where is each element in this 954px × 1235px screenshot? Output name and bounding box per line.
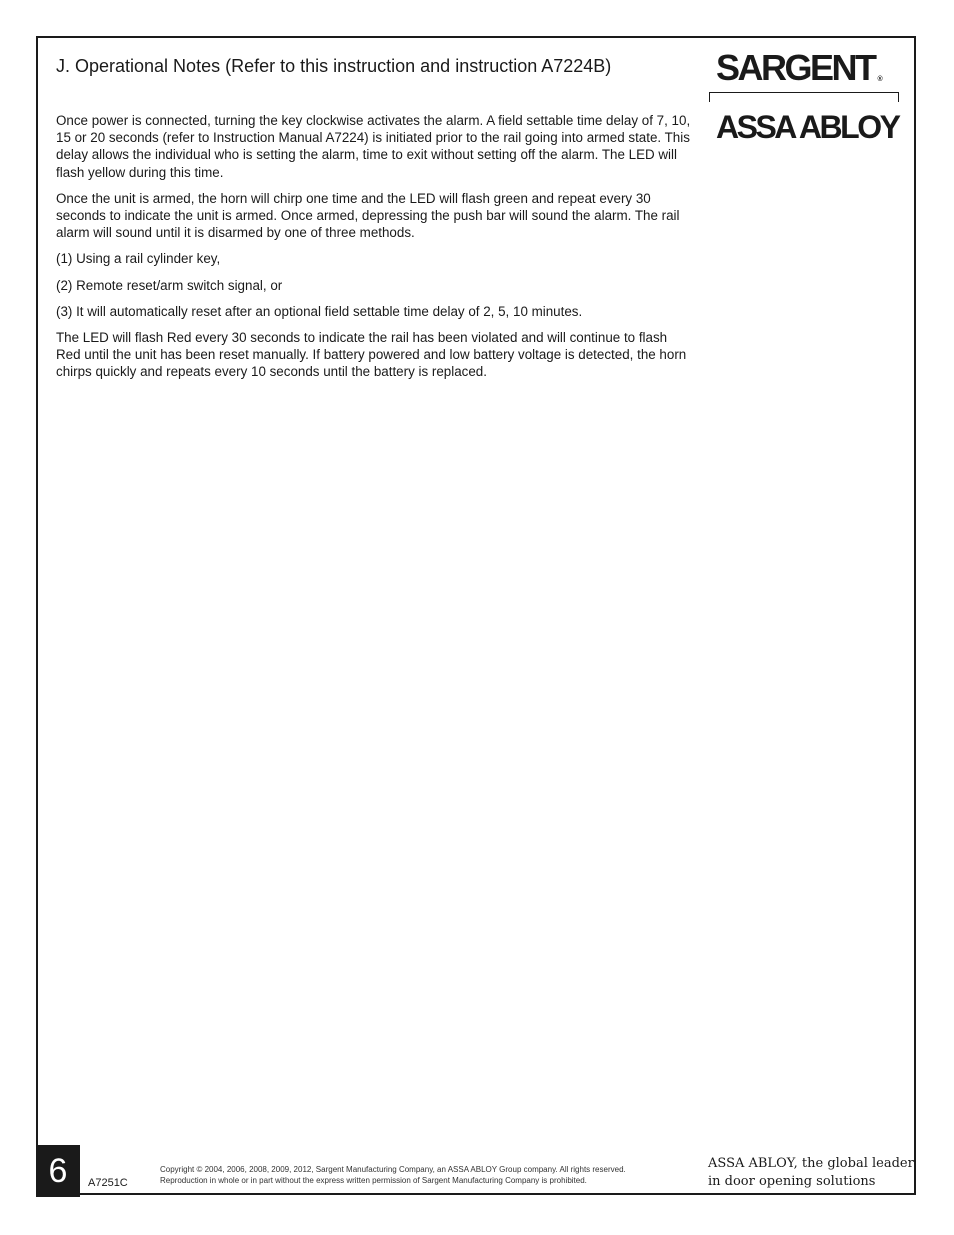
sargent-wordmark: SARGENT [716,47,875,88]
copyright-notice [160,1164,626,1186]
section-heading: J. Operational Notes (Refer to this instruction and instruction A7224B) [56,56,612,76]
copyright-line: Copyright © 2004, 2006, 2008, 2009, 2012, Sargent Manufacturing Company, an ASSA ABLOY Group company. All rights reserved. [160,1165,626,1174]
list-item-method-3: (3) It will automatically reset after an optional field settable time delay of 2, 5, 10 minutes. [56,303,583,319]
reproduction-notice: Reproduction in whole or in part without the express written permission of Sargent Manufacturing Company is prohibited. [160,1176,587,1185]
paragraph-power-on: Once power is connected, turning the key clockwise activates the alarm. A field settable time delay of 7, 10, 15 or 20 seconds (refer to Instruction Manual A7224) is initiated prior to the rail going into armed state. This delay allows the individual who is setting the alarm, time to exit without setting off the alarm. The LED will flash yellow during this time. [56,113,691,180]
list-item-method-2: (2) Remote reset/arm switch signal, or [56,277,283,293]
tagline-line-2: in door opening solutions [708,1174,876,1189]
tagline-line-1: ASSA ABLOY, the global leader [708,1156,914,1171]
document-code: A7251C [88,1177,128,1189]
sargent-logo [716,47,883,88]
list-item-method-1: (1) Using a rail cylinder key, [56,251,221,267]
assa-abloy-logo: ASSA ABLOY [716,109,899,145]
body-text [56,112,692,390]
company-tagline [708,1155,914,1191]
page-number: 6 [36,1145,80,1197]
registered-mark: ® [877,76,883,83]
paragraph-armed: Once the unit is armed, the horn will chirp one time and the LED will flash green and repeat every 30 seconds to indicate the unit is armed. Once armed, depressing the push bar will sound the alarm. The rail alarm will sound until it is disarmed by one of three methods. [56,190,680,241]
paragraph-violation: The LED will flash Red every 30 seconds to indicate the rail has been violated and will continue to flash Red until the unit has been reset manually. If battery powered and low battery voltage is detected, the horn chirps quickly and repeats every 10 seconds until the battery is replaced. [56,330,687,380]
